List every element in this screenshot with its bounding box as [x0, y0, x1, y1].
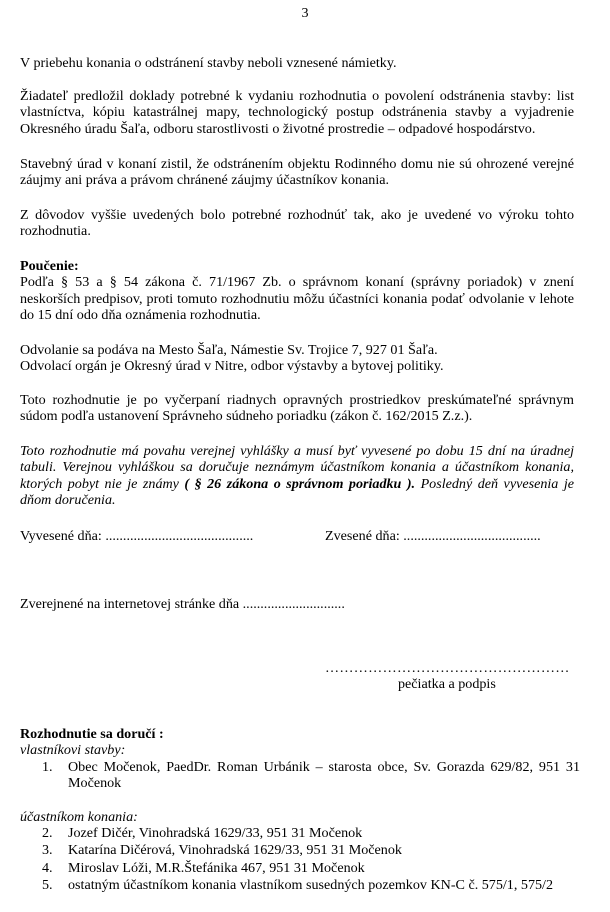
delivery-section — [20, 726, 580, 895]
participant-item-number: 2. — [42, 825, 53, 842]
owner-item — [20, 759, 580, 792]
paragraph-findings — [20, 156, 574, 189]
paragraph-objections-text: V priebehu konania o odstránení stavby neboli vznesené námietky. — [20, 55, 397, 71]
signature-dots: …………………………………………… — [325, 660, 570, 676]
paragraph-reasons — [20, 207, 574, 240]
page-number: 3 — [301, 5, 309, 21]
paragraph-documents-text: Žiadateľ predložil doklady potrebné k vydaniu rozhodnutia o povolení odstránenia stavby: list vlastníctva, kópiu katastrálnej mapy, technologický postup odstránenia stavby a vyjadrenie Okresného úradu Šaľa, odboru starostlivosti o životné prostredie – odpadové hospodárstvo. — [20, 88, 574, 137]
removed-date-line: Zvesené dňa: ....................................... — [325, 528, 541, 544]
instruction-heading: Poučenie: — [20, 258, 79, 274]
public-notice-law-ref: ( § 26 zákona o správnom poriadku ). — [184, 475, 416, 492]
public-notice-text: Toto rozhodnutie má povahu verejnej vyhlášky a musí byť vyvesené po dobu 15 dní na úradnej tabuli. Verejnou vyhláškou sa doručuje neznámym účastníkom konania a účastníkom konania, ktorých pobyt nie je známy — [20, 443, 574, 492]
participant-item-text: Jozef Dičér, Vinohradská 1629/33, 951 31 Močenok — [68, 825, 363, 842]
participants-heading: účastníkom konania: — [20, 808, 138, 825]
posted-date-line: Vyvesené dňa: .......................................... — [20, 528, 254, 544]
participant-item-text: Katarína Dičérová, Vinohradská 1629/33, 951 31 Močenok — [68, 842, 402, 859]
paragraph-findings-text: Stavebný úrad v konaní zistil, že odstránením objektu Rodinného domu nie sú ohrozené verejné záujmy ani práva a právom chránené záujmy účastníkov konania. — [20, 156, 574, 189]
paragraph-review — [20, 392, 574, 425]
instruction-section — [20, 258, 574, 324]
participant-item-text: Miroslav Lóži, M.R.Štefánika 467, 951 31 Močenok — [68, 859, 365, 876]
participant-item — [20, 877, 580, 893]
participant-item-number: 5. — [42, 877, 53, 894]
participant-item-text: ostatným účastníkom konania vlastníkom susedných pozemkov KN-C č. 575/1, 575/2 — [68, 877, 553, 894]
delivery-heading: Rozhodnutie sa doručí : — [20, 726, 164, 742]
participant-item-number: 4. — [42, 859, 53, 876]
paragraph-objections — [20, 55, 574, 71]
signature-caption: pečiatka a podpis — [398, 676, 496, 692]
website-published-line: Zverejnené na internetovej stránke dňa ............................. — [20, 596, 345, 612]
appeal-authority: Odvolací orgán je Okresný úrad v Nitre, odbor výstavby a bytovej politiky. — [20, 358, 444, 375]
public-notice — [20, 443, 574, 509]
appeal-address: Odvolanie sa podáva na Mesto Šaľa, Námestie Sv. Trojice 7, 927 01 Šaľa. — [20, 342, 438, 358]
owner-item-text: Obec Močenok, PaedDr. Roman Urbánik – starosta obce, Sv. Gorazda 629/82, 951 31 Močenok — [68, 758, 580, 792]
participant-item — [20, 842, 580, 858]
participant-item — [20, 860, 580, 876]
owners-heading: vlastníkovi stavby: — [20, 742, 126, 759]
participant-item-number: 3. — [42, 842, 53, 859]
paragraph-reasons-text: Z dôvodov vyššie uvedených bolo potrebné rozhodnúť tak, ako je uvedené vo výroku tohto rozhodnutia. — [20, 207, 574, 240]
owner-item-number: 1. — [42, 758, 53, 775]
paragraph-review-text: Toto rozhodnutie je po vyčerpaní riadnych opravných prostriedkov preskúmateľné správnym súdom podľa ustanovení Správneho súdneho poriadku (zákon č. 162/2015 Z.z.). — [20, 392, 574, 425]
public-notice-last-day: Posledný deň vyvesenia je dňom doručenia. — [20, 475, 574, 509]
instruction-text: Podľa § 53 a § 54 zákona č. 71/1967 Zb. o správnom konaní (správny poriadok) v znení neskorších predpisov, proti tomuto rozhodnutiu môžu účastníci konania podať odvolanie v lehote do 15 dní odo dňa oznámenia rozhodnutia. — [20, 274, 574, 324]
participants-list — [20, 825, 580, 894]
participant-item — [20, 825, 580, 841]
appeal-info — [20, 342, 574, 375]
owners-list — [20, 759, 580, 792]
paragraph-documents — [20, 88, 574, 137]
